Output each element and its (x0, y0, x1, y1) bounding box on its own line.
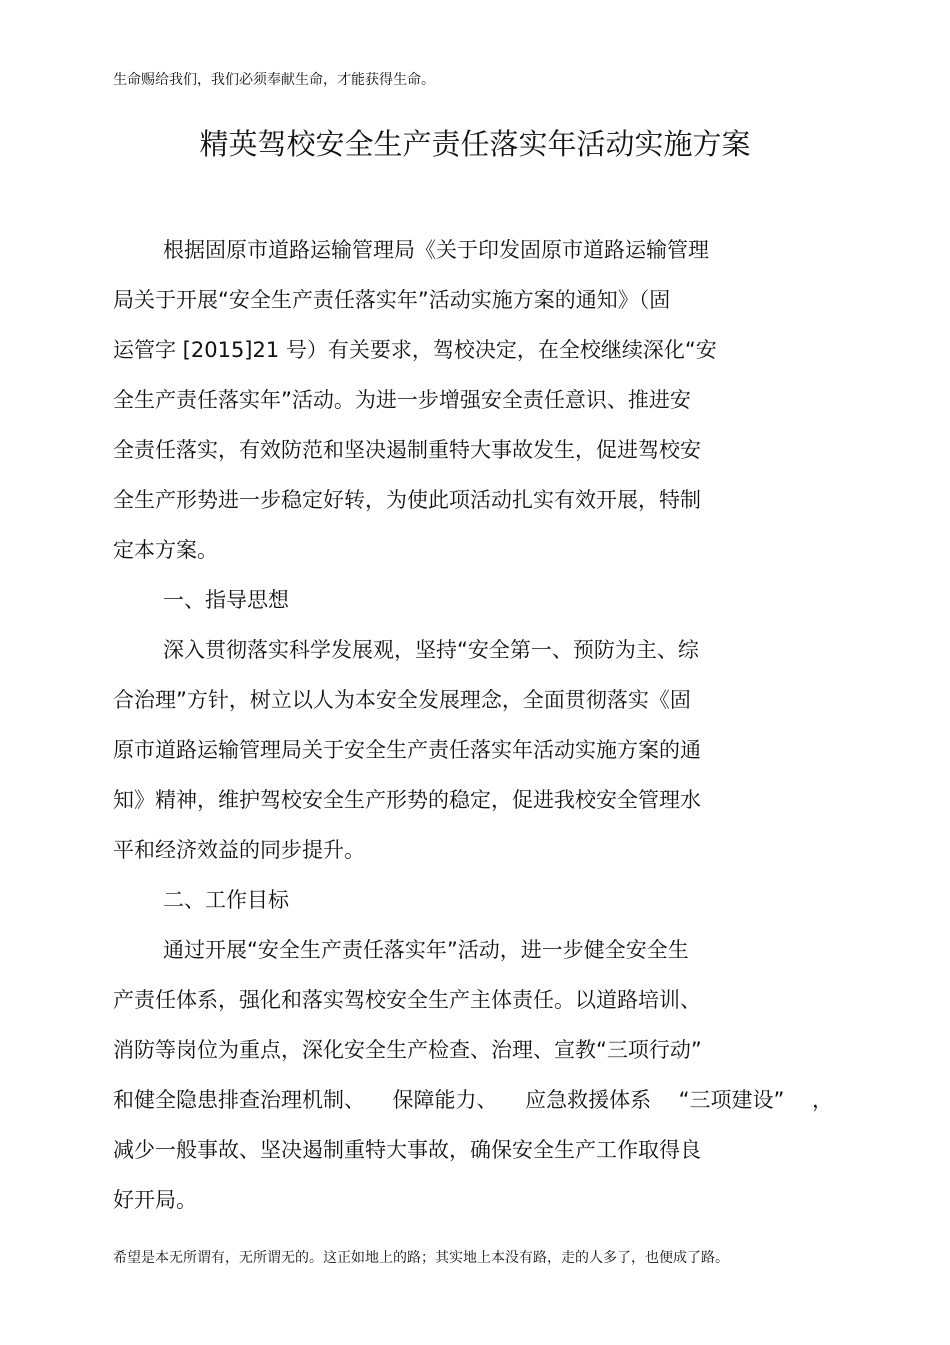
section-heading-work-goals: 二、工作目标 (163, 888, 289, 912)
section1-line: 深入贯彻落实科学发展观，坚持“安全第一、预防为主、综 (163, 638, 699, 662)
intro-line: 运管字 [2015]21 号）有关要求，驾校决定，在全校继续深化“安 (113, 338, 717, 362)
intro-line: 全生产形势进一步稳定好转，为使此项活动扎实有效开展，特制 (113, 488, 701, 512)
spread-segment: ， (811, 1088, 833, 1112)
intro-line: 局关于开展“安全生产责任落实年”活动实施方案的通知》（固 (113, 288, 671, 312)
section1-line: 平和经济效益的同步提升。 (113, 838, 365, 862)
spread-segment: “三项建设” (678, 1088, 785, 1112)
section-heading-guiding-ideology: 一、指导思想 (163, 588, 289, 612)
footer-quote: 希望是本无所谓有，无所谓无的。这正如地上的路；其实地上本没有路，走的人多了，也便成了路。 (113, 1250, 729, 1266)
section2-line: 通过开展“安全生产责任落实年”活动，进一步健全安全生 (163, 938, 689, 962)
intro-line: 全生产责任落实年”活动。为进一步增强安全责任意识、推进安 (113, 388, 691, 412)
section1-line: 知》精神，维护驾校安全生产形势的稳定，促进我校安全管理水 (113, 788, 701, 812)
spread-segment: 应急救援体系 (525, 1088, 652, 1112)
section2-line: 产责任体系，强化和落实驾校安全生产主体责任。以道路培训、 (113, 988, 701, 1012)
section1-line: 原市道路运输管理局关于安全生产责任落实年活动实施方案的通 (113, 738, 701, 762)
document-title: 精英驾校安全生产责任落实年活动实施方案 (199, 127, 751, 161)
intro-line: 根据固原市道路运输管理局《关于印发固原市道路运输管理 (163, 238, 709, 262)
section1-line: 合治理”方针，树立以人为本安全发展理念，全面贯彻落实《固 (113, 688, 691, 712)
section2-line: 好开局。 (113, 1188, 197, 1212)
spread-segment: 保障能力、 (392, 1088, 498, 1112)
intro-line: 定本方案。 (113, 538, 218, 562)
section2-line: 消防等岗位为重点，深化安全生产检查、治理、宣教“三项行动” (113, 1038, 702, 1062)
section2-spread-line (113, 1075, 833, 1125)
header-quote: 生命赐给我们，我们必须奉献生命，才能获得生命。 (113, 72, 435, 88)
section2-line: 减少一般事故、坚决遏制重特大事故，确保安全生产工作取得良 (113, 1138, 701, 1162)
intro-line: 全责任落实，有效防范和坚决遏制重特大事故发生，促进驾校安 (113, 438, 701, 462)
document-body (113, 225, 853, 1225)
spread-segment: 和健全隐患排查治理机制、 (113, 1088, 365, 1112)
